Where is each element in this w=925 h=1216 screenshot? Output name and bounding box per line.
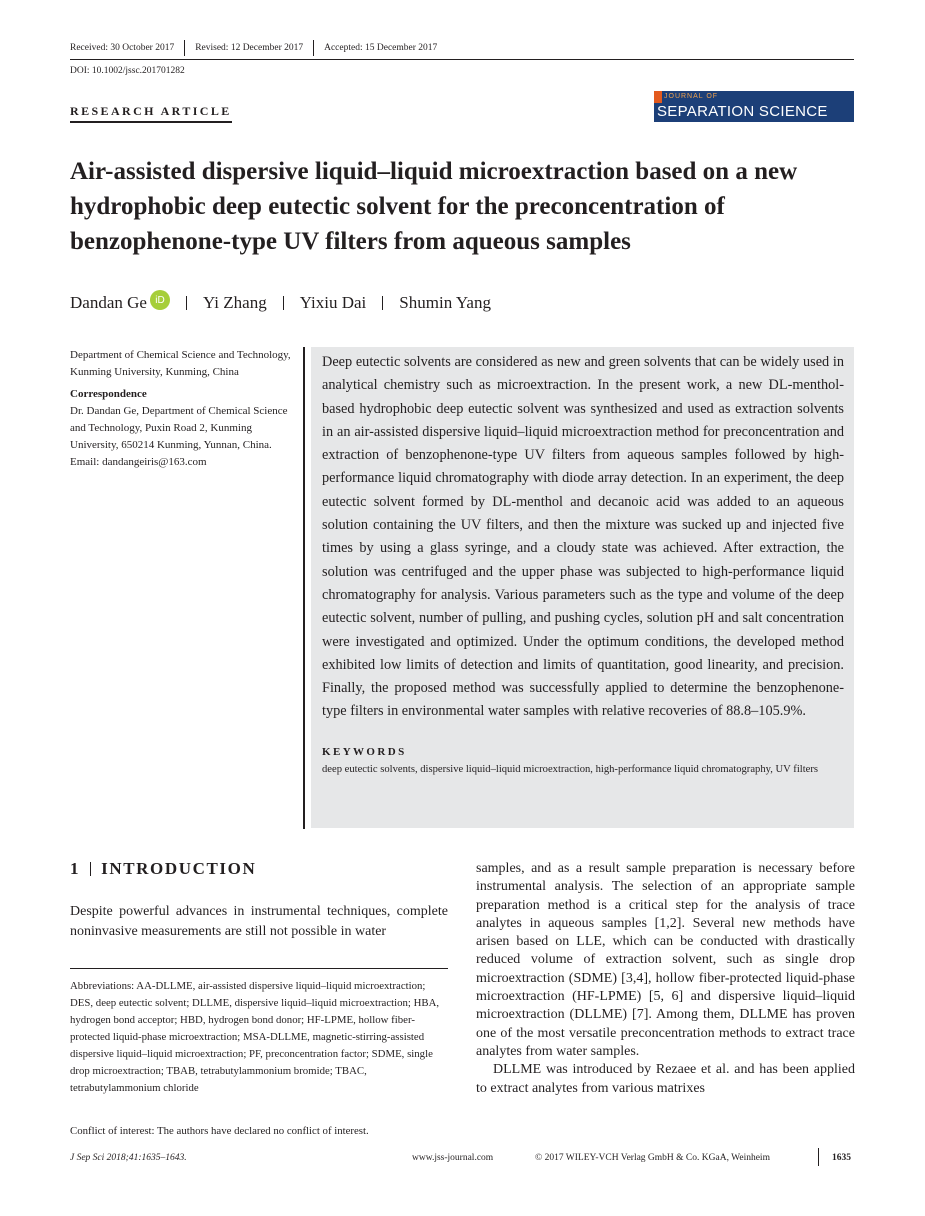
author-list xyxy=(70,293,491,313)
footer-divider xyxy=(818,1148,819,1166)
correspondence-address: Dr. Dandan Ge, Department of Chemical Science and Technology, Puxin Road 2, Kunming University, 650214 Kunming, Yunnan, China. xyxy=(70,405,288,451)
journal-url[interactable]: www.jss-journal.com xyxy=(412,1153,494,1163)
affiliation-block xyxy=(70,347,298,471)
article-dates xyxy=(70,40,437,56)
page-number: 1635 xyxy=(832,1153,851,1163)
abstract-text: Deep eutectic solvents are considered as new and green solvents that can be widely used in analytical chemistry such as microextraction. In the present work, a new DL-menthol-based hydrophobic deep eutectic solvent was synthesized and used as extraction solvents in an air-assisted dispersive liquid–liquid microextraction method for preconcentration and extraction of benzophenone-type UV filters from aqueous samples followed by high-performance liquid chromatography with diode array detection. In an experiment, the deep eutectic solvent formed by DL-menthol and decanoic acid was added to an aqueous solution containing the UV filters, and then the mixture was sucked up and injected five times by using a glass syringe, and a cloudy state was achieved. After extraction, the solution was centrifuged and the upper phase was subjected to high-performance liquid chromatography for analysis. Various parameters such as the type and volume of the deep eutectic solvent, number of pulling, and pushing cycles, solution pH and salt concentration were investigated and optimized. Under the optimum conditions, the developed method exhibited low limits of detection and limits of quantitation, good linearity, and precision. Finally, the proposed method was successfully applied to determine the benzophenone-type filters in environmental water samples with relative recoveries of 88.8–105.9%. xyxy=(322,354,844,720)
keywords-heading: KEYWORDS xyxy=(322,745,407,758)
logo-main-text: SEPARATION SCIENCE xyxy=(657,103,828,120)
header-rule xyxy=(70,59,854,60)
abstract-divider xyxy=(303,347,305,829)
doi[interactable]: DOI: 10.1002/jssc.201701282 xyxy=(70,66,185,76)
abstract-box xyxy=(311,347,854,828)
intro-paragraph: samples, and as a result sample preparation is necessary before instrumental analysis. The selection of an appropriate sample preparation method is a critical step for the analysis of trace analytes in aqueous samples [1,2]. Several new methods have arisen based on LLE, which can be conducted with drastically reduced volume of extraction solvent, such as single drop microextraction (SDME) [3,4], hollow fiber-protected liquid-phase microextraction (HF-LPME) [5, 6] and dispersive liquid–liquid microextraction (DLLME) [7]. Among them, DLLME has proven one of the most versatile preconcentration methods to extract trace analytes from water samples. xyxy=(476,861,855,1059)
keywords-text: deep eutectic solvents, dispersive liquid–liquid microextraction, high-performance liquid chromatography, UV filters xyxy=(322,763,819,775)
received-date: Received: 30 October 2017 xyxy=(70,43,175,53)
author-name[interactable]: Yi Zhang xyxy=(202,293,267,312)
page-footer xyxy=(70,1150,854,1168)
revised-date: Revised: 12 December 2017 xyxy=(195,43,304,53)
author-divider xyxy=(283,296,284,310)
author-name[interactable]: Dandan Ge xyxy=(70,293,147,312)
section-title: INTRODUCTION xyxy=(101,859,257,878)
date-divider xyxy=(184,40,185,56)
footnote-rule xyxy=(70,968,448,969)
correspondence-heading: Correspondence xyxy=(70,388,147,400)
journal-logo[interactable] xyxy=(654,91,854,122)
logo-accent-bar xyxy=(654,91,662,103)
journal-citation: J Sep Sci 2018;41:1635–1643. xyxy=(70,1153,187,1163)
orcid-icon[interactable]: iD xyxy=(150,290,170,310)
copyright: © 2017 WILEY-VCH Verlag GmbH & Co. KGaA, Weinheim xyxy=(535,1153,770,1163)
author-name[interactable]: Shumin Yang xyxy=(399,293,491,312)
accepted-date: Accepted: 15 December 2017 xyxy=(324,43,438,53)
abbreviations-footnote: Abbreviations: AA-DLLME, air-assisted dispersive liquid–liquid microextraction; DES, deep eutectic solvent; DLLME, dispersive liquid–liquid microextraction; HBA, hydrogen bond acceptor; HBD, hydrogen bond donor; HF-LPME, hollow fiber-protected liquid-phase microextraction; MSA-DLLME, magnetic-stirring-assisted dispersive liquid–liquid microextraction; PF, preconcentration factor; SDME, single drop microextraction; TBAB, tetrabutylammonium bromide; TBAC, tetrabutylammonium chloride xyxy=(70,980,440,1094)
correspondence-email[interactable]: Email: dandangeiris@163.com xyxy=(70,456,207,468)
intro-paragraph: DLLME was introduced by Rezaee et al. and has been applied to extract analytes from various matrixes xyxy=(476,1062,855,1096)
article-title: Air-assisted dispersive liquid–liquid microextraction based on a new hydrophobic deep eutectic solvent for the preconcentration of benzophenone-type UV filters from aqueous samples xyxy=(70,158,798,255)
date-divider xyxy=(313,40,314,56)
affiliation: Department of Chemical Science and Technology, Kunming University, Kunming, China xyxy=(70,349,291,378)
section-number: 1 xyxy=(70,859,81,878)
author-name[interactable]: Yixiu Dai xyxy=(299,293,367,312)
intro-paragraph-left: Despite powerful advances in instrumental techniques, complete noninvasive measurements are still not possible in water xyxy=(70,904,448,939)
logo-top-text: JOURNAL OF xyxy=(664,93,719,100)
section-divider xyxy=(90,862,91,876)
author-divider xyxy=(186,296,187,310)
author-divider xyxy=(382,296,383,310)
section-heading xyxy=(70,859,256,879)
conflict-of-interest: Conflict of interest: The authors have declared no conflict of interest. xyxy=(70,1125,369,1137)
article-type: RESEARCH ARTICLE xyxy=(70,104,232,123)
intro-column-right xyxy=(476,860,855,1098)
